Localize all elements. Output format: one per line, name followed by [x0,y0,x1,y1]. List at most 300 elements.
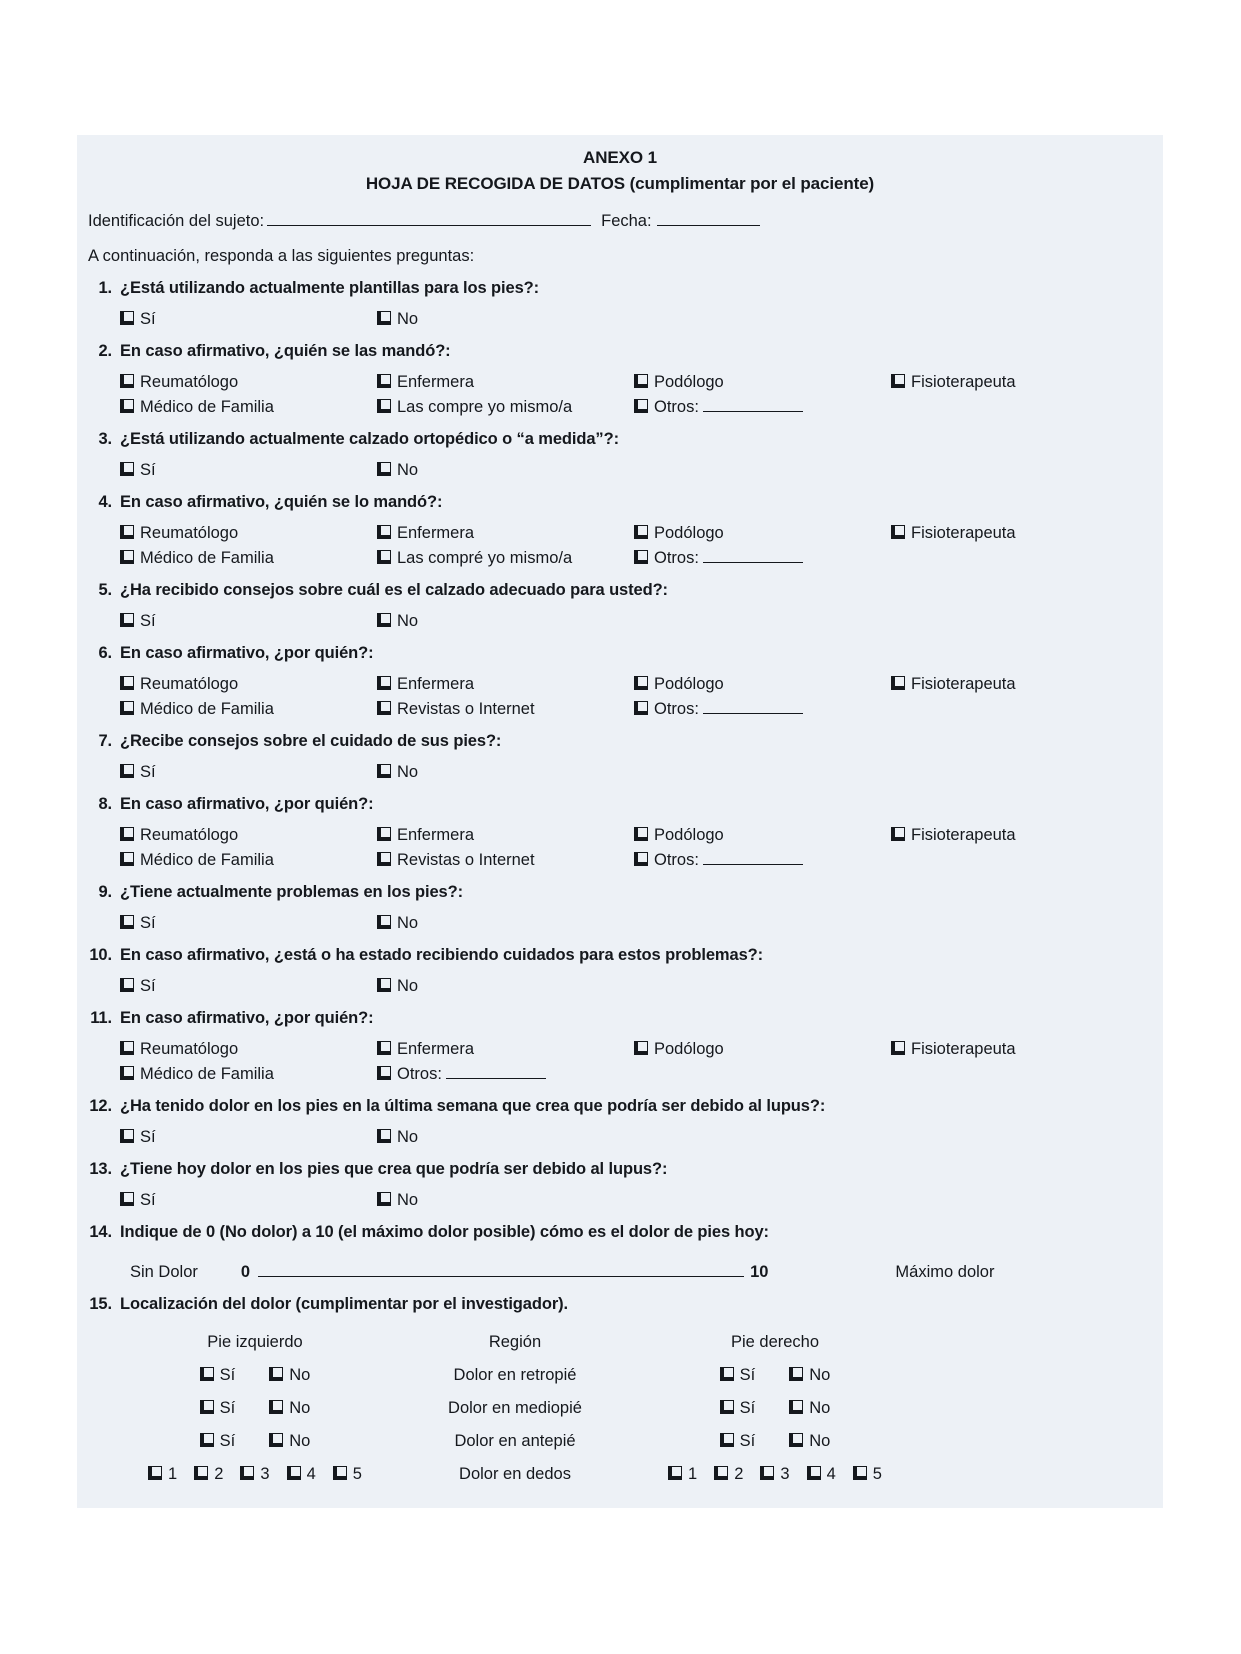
checkbox-icon[interactable] [377,525,391,539]
checkbox-icon[interactable] [120,676,134,690]
checkbox-icon[interactable] [634,1041,648,1055]
checkbox-icon[interactable] [377,827,391,841]
option-yes [120,762,377,782]
option-label: No [397,763,419,781]
option-label: Sí [140,612,156,630]
region-label: Dolor en mediopié [448,1399,582,1417]
option-label: Médico de Familia [140,549,274,567]
digit-label: 1 [168,1465,178,1483]
right-foot-header: Pie derecho [730,1333,820,1351]
checkbox-icon[interactable] [377,915,391,929]
option-label: Podólogo [654,524,724,542]
option-label: No [397,1128,419,1146]
form-subtitle: HOJA DE RECOGIDA DE DATOS (cumplimentar por el paciente) [365,174,875,193]
otros-field[interactable] [703,550,803,563]
option-enfermera [377,1039,634,1059]
pain-scale [130,1262,1163,1282]
option-digit-3 [240,1464,269,1484]
form-panel [77,135,1163,1508]
question-8-options-row-2 [120,850,1163,870]
option-label: No [809,1399,831,1417]
option-label: Podólogo [654,826,724,844]
option-label: No [397,914,419,932]
region-label: Dolor en antepié [454,1432,576,1450]
question-8-text: En caso afirmativo, ¿por quién?: [120,795,374,813]
option-yes [120,611,377,631]
option-label: Enfermera [397,373,475,391]
option-label: Las compré yo mismo/a [397,549,573,567]
option-digit-1 [668,1464,697,1484]
question-1 [80,278,1163,298]
checkbox-icon[interactable] [891,676,905,690]
digit-label: 5 [352,1465,362,1483]
checkbox-icon[interactable] [377,462,391,476]
option-compradas [377,548,634,568]
checkbox-icon[interactable] [287,1466,301,1480]
question-5 [80,580,1163,600]
option-label: Enfermera [397,524,475,542]
otros-field[interactable] [703,852,803,865]
checkbox-icon[interactable] [333,1466,347,1480]
question-11-text: En caso afirmativo, ¿por quién?: [120,1009,374,1027]
option-label: Podólogo [654,1040,724,1058]
question-3 [80,429,1163,449]
option-fisioterapeuta [891,1039,1016,1059]
option-label: Reumatólogo [140,675,239,693]
option-digit-5 [333,1464,362,1484]
checkbox-icon[interactable] [634,525,648,539]
checkbox-icon[interactable] [634,701,648,715]
checkbox-icon[interactable] [120,550,134,564]
question-10-number: 10. [89,946,112,964]
digit-label: 2 [734,1465,744,1483]
question-12-text: ¿Ha tenido dolor en los pies en la última semana que crea que podría ser debido al lupus?: [120,1097,826,1115]
checkbox-icon[interactable] [120,701,134,715]
option-label: Reumatólogo [140,524,239,542]
checkbox-icon[interactable] [789,1367,803,1381]
question-9-text: ¿Tiene actualmente problemas en los pies?: [120,883,464,901]
option-label: No [289,1432,311,1450]
checkbox-icon[interactable] [891,827,905,841]
option-digit-4 [287,1464,316,1484]
option-podologo [634,674,891,694]
option-yes [200,1398,236,1418]
checkbox-icon[interactable] [269,1433,283,1447]
option-label: Sí [140,1191,156,1209]
checkbox-icon[interactable] [200,1367,214,1381]
question-9 [80,882,1163,902]
option-label: Sí [219,1432,236,1450]
digit-label: 3 [780,1465,790,1483]
option-reumatologo [120,1039,377,1059]
question-8 [80,794,1163,814]
option-label: Fisioterapeuta [911,373,1016,391]
option-label: Fisioterapeuta [911,675,1016,693]
subject-id-field[interactable] [267,213,591,226]
option-label: Médico de Familia [140,700,274,718]
option-yes [720,1431,756,1451]
scale-min-value: 0 [240,1263,251,1281]
checkbox-icon[interactable] [120,978,134,992]
localization-table [120,1332,1163,1484]
option-yes [720,1398,756,1418]
option-podologo [634,523,891,543]
checkbox-icon[interactable] [120,399,134,413]
option-enfermera [377,674,634,694]
option-yes [200,1431,236,1451]
question-10-text: En caso afirmativo, ¿está o ha estado recibiendo cuidados para estos problemas?: [120,946,764,964]
checkbox-icon[interactable] [891,1041,905,1055]
otros-field[interactable] [703,399,803,412]
checkbox-icon[interactable] [377,764,391,778]
date-label: Fecha: [601,212,652,230]
question-14-text: Indique de 0 (No dolor) a 10 (el máximo dolor posible) cómo es el dolor de pies hoy: [120,1223,769,1241]
option-no [377,1127,418,1147]
question-9-number: 9. [98,883,112,901]
checkbox-icon[interactable] [377,374,391,388]
option-label: Sí [739,1399,756,1417]
checkbox-icon[interactable] [789,1400,803,1414]
digit-label: 1 [688,1465,698,1483]
question-6-text: En caso afirmativo, ¿por quién?: [120,644,374,662]
checkbox-icon[interactable] [634,399,648,413]
checkbox-icon[interactable] [377,1041,391,1055]
left-foot-header: Pie izquierdo [207,1333,303,1351]
question-6 [80,643,1163,663]
checkbox-icon[interactable] [120,1129,134,1143]
question-10 [80,945,1163,965]
form-title: ANEXO 1 [583,148,657,167]
question-6-options-row-1 [120,674,1163,694]
checkbox-icon[interactable] [634,852,648,866]
question-2-number: 2. [98,342,112,360]
question-15 [80,1294,1163,1314]
option-label: Sí [140,763,156,781]
identification-line [88,211,1163,231]
question-12-number: 12. [89,1097,112,1115]
question-2 [80,341,1163,361]
option-label: Otros: [397,1065,442,1083]
option-otros [634,699,803,719]
option-label: Podólogo [654,373,724,391]
option-medico-familia [120,1064,377,1084]
option-fisioterapeuta [891,372,1016,392]
question-1-text: ¿Está utilizando actualmente plantillas para los pies?: [120,279,540,297]
option-no [377,976,418,996]
option-label: Sí [739,1366,756,1384]
option-yes [200,1365,236,1385]
otros-field[interactable] [446,1066,546,1079]
option-medico-familia [120,548,377,568]
option-label: Reumatólogo [140,826,239,844]
checkbox-icon[interactable] [634,550,648,564]
question-10-answers [120,976,1163,996]
option-yes [120,913,377,933]
row-retropie [120,1365,1163,1385]
checkbox-icon[interactable] [377,399,391,413]
checkbox-icon[interactable] [194,1466,208,1480]
digit-label: 4 [306,1465,316,1483]
intro-text: A continuación, responda a las siguientes preguntas: [88,247,475,265]
option-no [377,762,418,782]
question-1-number: 1. [98,279,112,297]
checkbox-icon[interactable] [377,550,391,564]
option-label: Revistas o Internet [397,851,535,869]
option-label: Fisioterapeuta [911,524,1016,542]
question-3-number: 3. [98,430,112,448]
option-otros [634,397,803,417]
checkbox-icon[interactable] [807,1466,821,1480]
question-1-answers [120,309,1163,329]
checkbox-icon[interactable] [120,852,134,866]
option-label: Sí [140,977,156,995]
checkbox-icon[interactable] [891,525,905,539]
checkbox-icon[interactable] [634,827,648,841]
checkbox-icon[interactable] [789,1433,803,1447]
question-5-number: 5. [98,581,112,599]
option-digit-2 [714,1464,743,1484]
option-fisioterapeuta [891,825,1016,845]
option-label: Otros: [654,700,699,718]
option-reumatologo [120,825,377,845]
question-2-options-row-2 [120,397,1163,417]
region-header: Región [488,1333,542,1351]
question-13 [80,1159,1163,1179]
question-13-number: 13. [89,1160,112,1178]
option-label: Sí [140,461,156,479]
subject-id-label: Identificación del sujeto: [88,212,265,230]
question-11 [80,1008,1163,1028]
checkbox-icon[interactable] [269,1400,283,1414]
option-compradas [377,397,634,417]
option-digit-2 [194,1464,223,1484]
option-fisioterapeuta [891,674,1016,694]
option-label: Enfermera [397,826,475,844]
option-yes [120,1190,377,1210]
checkbox-icon[interactable] [377,1066,391,1080]
option-no [789,1365,830,1385]
question-4-options-row-2 [120,548,1163,568]
checkbox-icon[interactable] [377,613,391,627]
option-podologo [634,825,891,845]
option-label: Sí [219,1366,236,1384]
checkbox-icon[interactable] [120,311,134,325]
question-3-answers [120,460,1163,480]
option-label: Reumatólogo [140,373,239,391]
option-label: No [289,1399,311,1417]
question-15-number: 15. [89,1295,112,1313]
checkbox-icon[interactable] [120,827,134,841]
checkbox-icon[interactable] [634,676,648,690]
option-enfermera [377,523,634,543]
option-yes [120,460,377,480]
option-yes [120,976,377,996]
option-label: No [397,310,419,328]
checkbox-icon[interactable] [853,1466,867,1480]
question-8-number: 8. [98,795,112,813]
digit-label: 4 [826,1465,836,1483]
checkbox-icon[interactable] [200,1433,214,1447]
region-label: Dolor en retropié [453,1366,577,1384]
question-11-number: 11. [90,1009,112,1027]
option-label: No [397,461,419,479]
question-12-answers [120,1127,1163,1147]
checkbox-icon[interactable] [377,1192,391,1206]
checkbox-icon[interactable] [200,1400,214,1414]
checkbox-icon[interactable] [720,1400,734,1414]
checkbox-icon[interactable] [120,1192,134,1206]
option-digit-5 [853,1464,882,1484]
option-label: Fisioterapeuta [911,1040,1016,1058]
option-label: Revistas o Internet [397,700,535,718]
checkbox-icon[interactable] [120,613,134,627]
option-no [377,1190,418,1210]
question-14-number: 14. [89,1223,112,1241]
checkbox-icon[interactable] [377,852,391,866]
option-enfermera [377,825,634,845]
option-revistas [377,699,634,719]
row-dedos [120,1464,1163,1484]
question-4 [80,492,1163,512]
option-otros [634,548,803,568]
option-reumatologo [120,674,377,694]
question-13-text: ¿Tiene hoy dolor en los pies que crea que podría ser debido al lupus?: [120,1160,668,1178]
left-toe-digits [148,1464,362,1484]
checkbox-icon[interactable] [240,1466,254,1480]
scale-max-value: 10 [750,1263,769,1281]
option-no [789,1431,830,1451]
option-label: No [397,977,419,995]
option-label: Médico de Familia [140,398,274,416]
option-reumatologo [120,523,377,543]
option-label: Otros: [654,549,699,567]
date-field[interactable] [657,213,760,226]
option-no [377,460,418,480]
otros-field[interactable] [703,701,803,714]
digit-label: 3 [260,1465,270,1483]
option-label: No [397,612,419,630]
checkbox-icon[interactable] [120,525,134,539]
digit-label: 5 [872,1465,882,1483]
question-11-options-row-2 [120,1064,1163,1084]
option-label: Podólogo [654,675,724,693]
row-mediopie [120,1398,1163,1418]
question-6-options-row-2 [120,699,1163,719]
option-label: Reumatólogo [140,1040,239,1058]
question-7-answers [120,762,1163,782]
question-11-options-row-1 [120,1039,1163,1059]
option-yes [120,309,377,329]
question-8-options-row-1 [120,825,1163,845]
checkbox-icon[interactable] [120,764,134,778]
option-yes [720,1365,756,1385]
digit-label: 2 [214,1465,224,1483]
option-otros [377,1064,546,1084]
option-otros [634,850,803,870]
question-5-text: ¿Ha recibido consejos sobre cuál es el calzado adecuado para usted?: [120,581,668,599]
question-3-text: ¿Está utilizando actualmente calzado ortopédico o “a medida”?: [120,430,619,448]
option-label: No [397,1191,419,1209]
option-label: Médico de Familia [140,1065,274,1083]
checkbox-icon[interactable] [120,462,134,476]
checkbox-icon[interactable] [720,1433,734,1447]
option-reumatologo [120,372,377,392]
region-label: Dolor en dedos [459,1465,571,1483]
option-label: Sí [140,1128,156,1146]
checkbox-icon[interactable] [377,978,391,992]
option-digit-3 [760,1464,789,1484]
checkbox-icon[interactable] [269,1367,283,1381]
scale-left-label: Sin Dolor [130,1263,198,1281]
option-digit-4 [807,1464,836,1484]
question-13-answers [120,1190,1163,1210]
option-label: Enfermera [397,675,475,693]
option-digit-1 [148,1464,177,1484]
checkbox-icon[interactable] [760,1466,774,1480]
checkbox-icon[interactable] [120,374,134,388]
question-7-text: ¿Recibe consejos sobre el cuidado de sus pies?: [120,732,502,750]
question-6-number: 6. [98,644,112,662]
question-7-number: 7. [98,732,112,750]
option-label: Sí [219,1399,236,1417]
checkbox-icon[interactable] [720,1367,734,1381]
option-label: Médico de Familia [140,851,274,869]
option-podologo [634,372,891,392]
option-label: Las compre yo mismo/a [397,398,573,416]
option-medico-familia [120,397,377,417]
option-podologo [634,1039,891,1059]
row-antepie [120,1431,1163,1451]
question-2-options-row-1 [120,372,1163,392]
checkbox-icon[interactable] [377,676,391,690]
option-no [377,913,418,933]
option-no [269,1365,310,1385]
checkbox-icon[interactable] [148,1466,162,1480]
checkbox-icon[interactable] [377,701,391,715]
checkbox-icon[interactable] [634,374,648,388]
question-4-number: 4. [98,493,112,511]
question-14 [80,1222,1163,1242]
checkbox-icon[interactable] [120,1066,134,1080]
option-no [789,1398,830,1418]
question-4-options-row-1 [120,523,1163,543]
checkbox-icon[interactable] [120,1041,134,1055]
checkbox-icon[interactable] [714,1466,728,1480]
option-label: Sí [140,914,156,932]
checkbox-icon[interactable] [668,1466,682,1480]
option-label: Otros: [654,851,699,869]
scale-right-label: Máximo dolor [895,1263,995,1281]
pain-scale-line[interactable] [258,1264,744,1277]
question-9-answers [120,913,1163,933]
option-label: No [289,1366,311,1384]
option-label: No [809,1432,831,1450]
option-medico-familia [120,850,377,870]
option-no [269,1398,310,1418]
option-label: Fisioterapeuta [911,826,1016,844]
option-enfermera [377,372,634,392]
checkbox-icon[interactable] [891,374,905,388]
checkbox-icon[interactable] [377,1129,391,1143]
option-label: Sí [140,310,156,328]
option-medico-familia [120,699,377,719]
checkbox-icon[interactable] [377,311,391,325]
option-revistas [377,850,634,870]
option-fisioterapeuta [891,523,1016,543]
checkbox-icon[interactable] [120,915,134,929]
option-no [377,309,418,329]
localization-header-row [120,1332,1163,1352]
